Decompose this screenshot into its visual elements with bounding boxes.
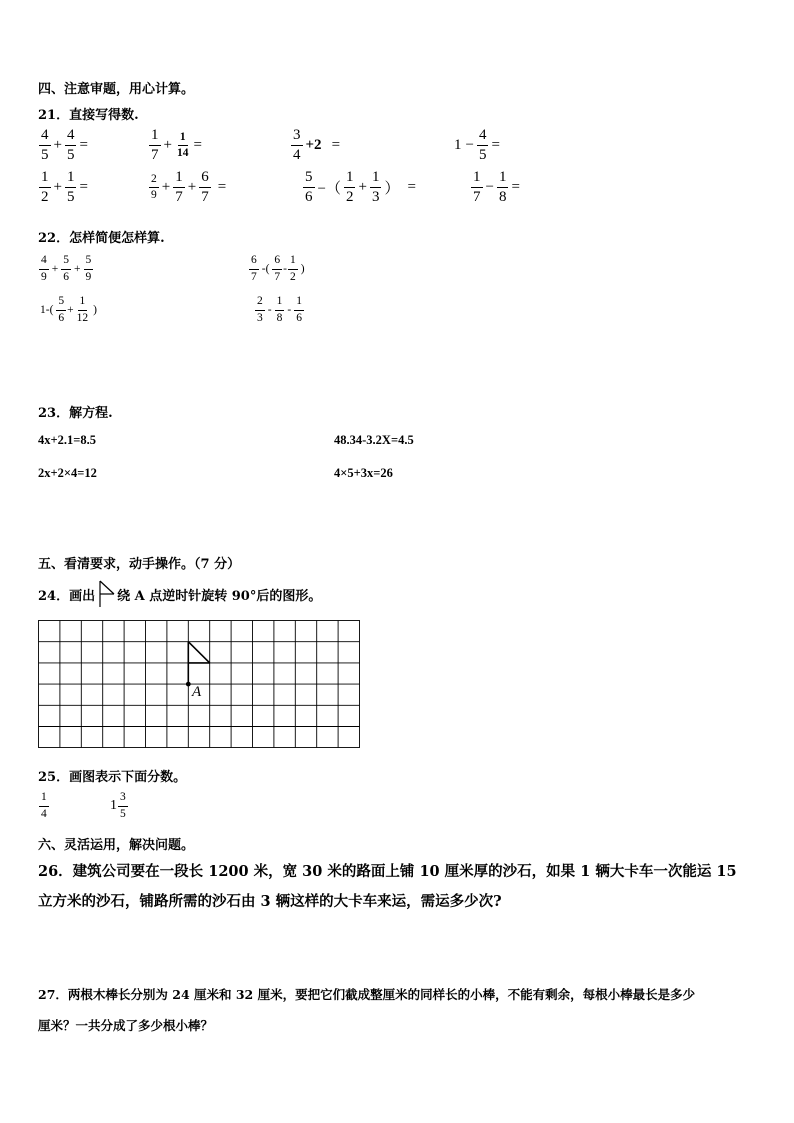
q24-suffix: 绕 A 点逆时针旋转 90°后的图形。 [117,588,322,604]
q27-line-1: 27．两根木棒长分别为 24 厘米和 32 厘米，要把它们截成整厘米的同样长的小棒，不能有剩余，每根小棒最长是多少 [38,987,696,1002]
q21-item-2: $\frac{1}{7}$ + $\frac{1}{14}$ = [151,127,202,163]
q21-item-4: 1 − $\frac{4}{5}$ = [454,127,500,163]
q21-title: 21．直接写得数. [38,108,139,123]
q27-line-2: 厘米？一共分成了多少根小棒？ [38,1018,214,1033]
q21-item-1: $\frac{4}{5}$ + $\frac{4}{5}$ = [41,127,88,163]
q25-fraction-1: $\frac{1}{4}$ [41,791,47,820]
q23-title: 23．解方程. [38,406,113,421]
q21-item-5: $\frac{1}{2}$ + $\frac{1}{5}$ = [41,169,88,205]
section4-title: 四、注意审题，用心计算。 [38,82,195,97]
flag-shape-icon [96,580,116,608]
q26-line-1: 26．建筑公司要在一段长 1200 米，宽 30 米的路面上铺 10 厘米厚的沙石，如果 1 辆大卡车一次能运 15 [38,863,737,880]
q25-title: 25．画图表示下面分数。 [38,770,187,785]
q24-grid[interactable] [38,620,361,754]
q21-item-7: $\frac{5}{6}$ −（ $\frac{1}{2}$ + $\frac{1}{3}$ ） = [305,169,416,205]
q22-expr-2: $\frac{6}{7}$ -( $\frac{6}{7}$ - $\frac{1}{2}$ ) [251,254,305,283]
q22-title: 22．怎样简便怎样算. [38,231,165,246]
q22-expr-3: 1-( $\frac{5}{6}$ + $\frac{1}{12}$ ) [40,295,98,324]
q24-flag-figure [188,642,209,684]
q24-prefix: 24．画出 [38,588,96,604]
q21-item-6: $\frac{2}{9}$ + $\frac{1}{7}$ + $\frac{6}{7}$ = [151,169,227,205]
point-a-label: A [192,684,202,700]
section6-title: 六、灵活运用，解决问题。 [38,838,195,853]
q22-expr-4: $\frac{2}{3}$ - $\frac{1}{8}$ - $\frac{1}{6}$ [257,295,302,324]
q23-equation-1: 4x+2.1=8.5 [38,433,96,447]
q23-equation-2: 48.34-3.2X=4.5 [334,433,414,447]
section5-title: 五、看清要求，动手操作。（7 分） [38,557,241,572]
point-a-dot [186,682,191,687]
q23-equation-4: 4×5+3x=26 [334,466,393,480]
q21-item-3: $\frac{3}{4}$ +2 = [293,127,341,163]
q23-equation-3: 2x+2×4=12 [38,466,97,480]
q25-fraction-2: 1 $\frac{3}{5}$ [110,791,126,820]
q22-expr-1: $\frac{4}{9}$ + $\frac{5}{6}$ + $\frac{5}{9}$ [41,254,92,283]
q24-prompt [38,580,321,608]
q21-item-8: $\frac{1}{7}$ − $\frac{1}{8}$ = [473,169,520,205]
q26-line-2: 立方米的沙石，铺路所需的沙石由 3 辆这样的大卡车来运，需运多少次? [38,893,502,910]
